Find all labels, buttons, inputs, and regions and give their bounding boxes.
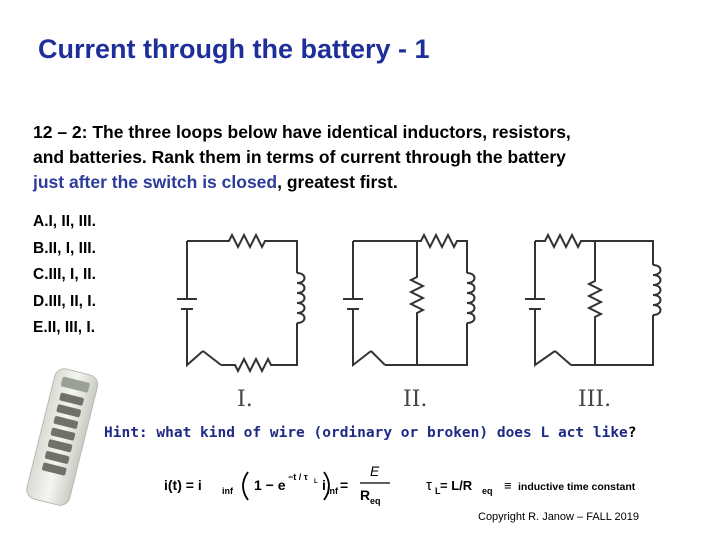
loop-label-1: I. bbox=[237, 387, 253, 412]
formula-exponent: −t / τ bbox=[288, 472, 308, 482]
clicker-remote-image bbox=[22, 368, 102, 508]
formula-R-sub: eq bbox=[370, 496, 381, 506]
formula-inf-sub: inf bbox=[222, 486, 233, 496]
choice-a[interactable]: A.I, II, III. bbox=[33, 213, 96, 230]
formula-tau-rhs: = L/R bbox=[440, 478, 473, 493]
formula-description: inductive time constant bbox=[518, 481, 636, 493]
question-text bbox=[33, 120, 683, 195]
choice-e[interactable]: E.II, III, I. bbox=[33, 319, 96, 336]
question-line-1: 12 – 2: The three loops below have identical inductors, resistors, bbox=[33, 122, 571, 142]
loop-label-3: III. bbox=[578, 387, 612, 412]
choice-d[interactable]: D.III, II, I. bbox=[33, 292, 96, 310]
formula-equiv: ≡ bbox=[504, 478, 512, 493]
formula-i-t: i(t) = i bbox=[164, 477, 202, 493]
question-highlight: just after the switch is closed bbox=[33, 172, 278, 192]
formula-tau: τ bbox=[426, 477, 432, 494]
formula-E: E bbox=[370, 463, 380, 479]
choice-c[interactable]: C.III, I, II. bbox=[33, 266, 96, 283]
formula-R: R bbox=[360, 487, 371, 503]
formula-tau-rhs-sub: eq bbox=[482, 486, 493, 496]
hint-text bbox=[104, 425, 637, 441]
circuit-loop-3 bbox=[525, 235, 661, 365]
choice-b[interactable]: B.II, I, III. bbox=[33, 239, 96, 257]
formula-bracket: 1 − e bbox=[254, 477, 286, 493]
question-line-3: , greatest first. bbox=[277, 172, 398, 192]
formula-exp-sub: L bbox=[314, 479, 318, 485]
formula-block bbox=[164, 460, 664, 508]
formula-i-inf: i bbox=[322, 477, 326, 493]
hint-body: Hint: what kind of wire (ordinary or broken) does L act like bbox=[104, 425, 628, 441]
circuit-diagrams bbox=[175, 225, 675, 385]
formula-i-inf-sub: inf bbox=[327, 486, 338, 496]
question-line-2: and batteries. Rank them in terms of current through the battery bbox=[33, 147, 566, 167]
circuit-loop-2 bbox=[343, 235, 475, 365]
page-title: Current through the battery - 1 bbox=[38, 34, 430, 64]
loop-label-2: II. bbox=[403, 387, 428, 412]
answer-choices bbox=[33, 209, 96, 342]
formula-equals: = bbox=[340, 477, 349, 493]
circuit-loop-1 bbox=[177, 235, 305, 371]
copyright: Copyright R. Janow – FALL 2019 bbox=[478, 511, 640, 523]
hint-question-mark: ? bbox=[627, 425, 637, 441]
formula-tau-sub: L bbox=[435, 486, 441, 496]
